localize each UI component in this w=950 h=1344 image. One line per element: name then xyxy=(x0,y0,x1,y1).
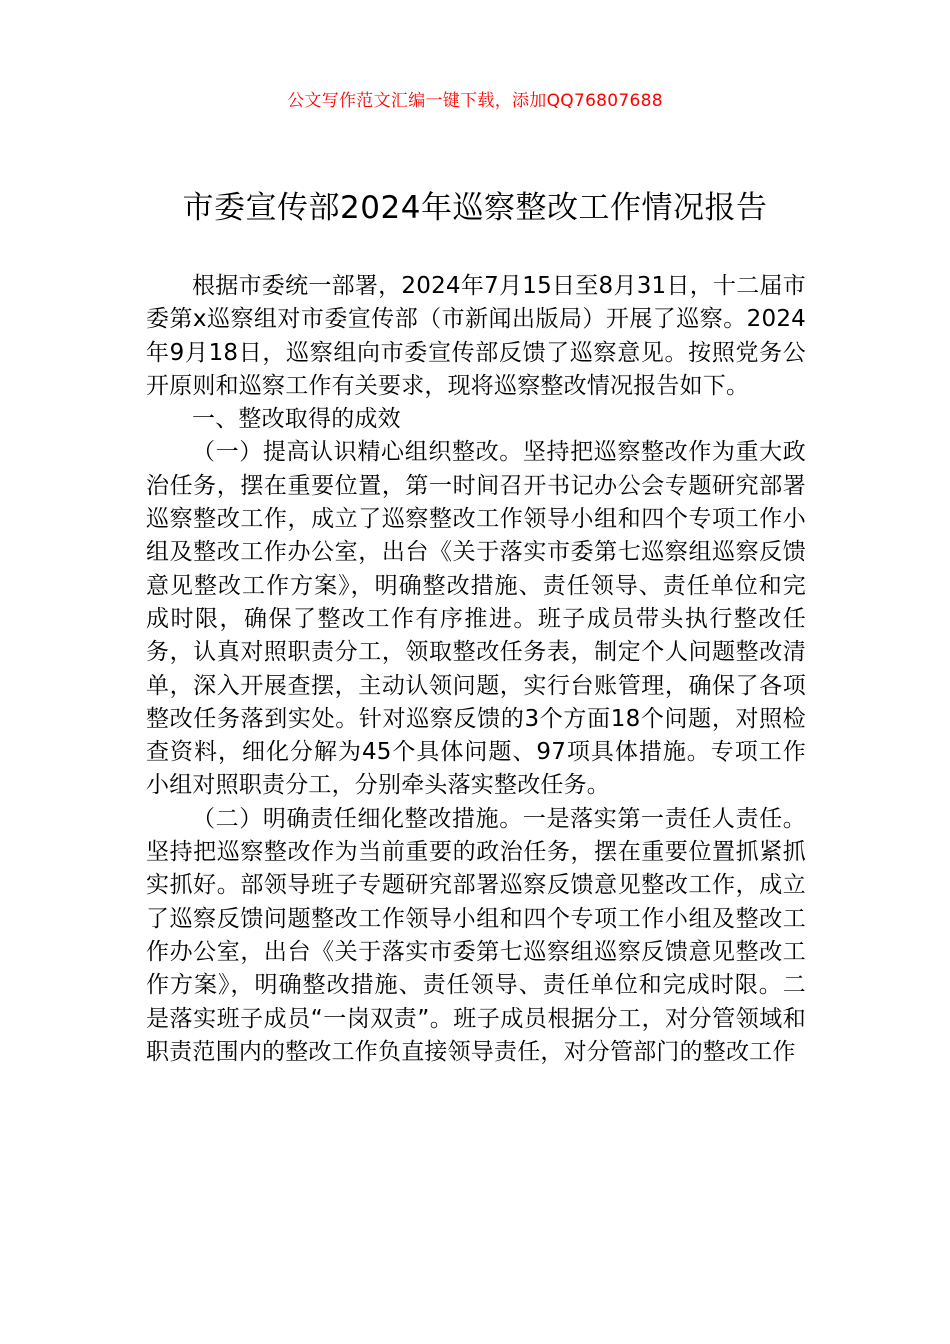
paragraph-2: （二）明确责任细化整改措施。一是落实第一责任人责任。坚持把巡察整改作为当前重要的政治任务，摆在重要位置抓紧抓实抓好。部领导班子专题研究部署巡察反馈意见整改工作，成立了巡察反馈问题整改工作领导小组和四个专项工作小组及整改工作办公室，出台《关于落实市委第七巡察组巡察反馈意见整改工作方案》，明确整改措施、责任领导、责任单位和完成时限。二是落实班子成员“一岗双责”。班子成员根据分工，对分管领域和职责范围内的整改工作负直接领导责任，对分管部门的整改工作 xyxy=(146,805,806,1065)
document-title: 市委宣传部2024年巡察整改工作情况报告 xyxy=(182,190,768,226)
download-notice: 公文写作范文汇编一键下载，添加QQ76807688 xyxy=(287,91,663,111)
intro-paragraph: 根据市委统一部署，2024年7月15日至8月31日，十二届市委第x巡察组对市委宣传部（市新闻出版局）开展了巡察。2024年9月18日，巡察组向市委宣传部反馈了巡察意见。按照党务公开原则和巡察工作有关要求，现将巡察整改情况报告如下。 xyxy=(146,273,806,399)
paragraph-1: （一）提高认识精心组织整改。坚持把巡察整改作为重大政治任务，摆在重要位置，第一时间召开书记办公会专题研究部署巡察整改工作，成立了巡察整改工作领导小组和四个专项工作小组及整改工作办公室，出台《关于落实市委第七巡察组巡察反馈意见整改工作方案》，明确整改措施、责任领导、责任单位和完成时限，确保了整改工作有序推进。班子成员带头执行整改任务，认真对照职责分工，领取整改任务表，制定个人问题整改清单，深入开展查摆，主动认领问题，实行台账管理，确保了各项整改任务落到实处。针对巡察反馈的3个方面18个问题，对照检查资料，细化分解为45个具体问题、97项具体措施。专项工作小组对照职责分工，分别牵头落实整改任务。 xyxy=(146,439,806,799)
document-body xyxy=(146,270,806,1069)
section-heading: 一、整改取得的成效 xyxy=(192,406,401,433)
